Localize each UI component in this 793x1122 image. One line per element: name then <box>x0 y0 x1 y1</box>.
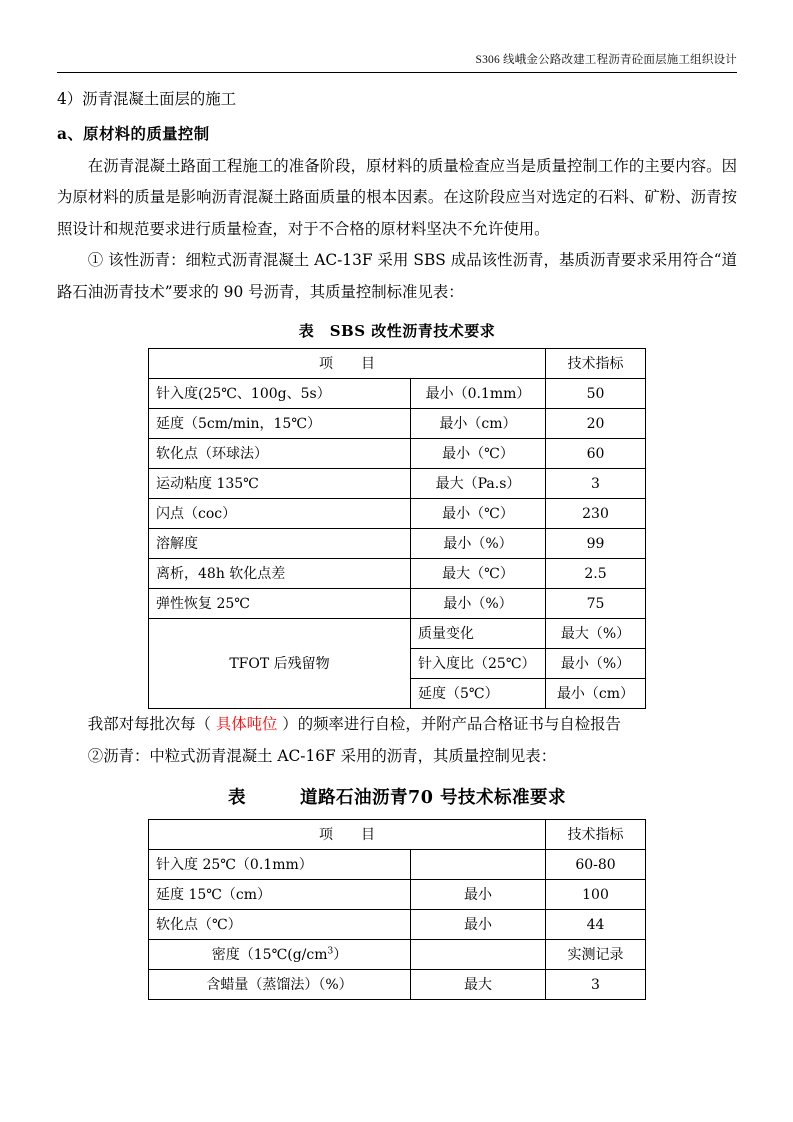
cell-item: 质量变化 <box>411 619 546 649</box>
cell-limit: 最大（Pa.s） <box>411 469 546 499</box>
header-rule <box>57 72 737 73</box>
cell-value: 2.5 <box>546 559 646 589</box>
cell-value: 60-80 <box>546 850 646 880</box>
cell-item: 延度（5℃） <box>411 679 546 709</box>
table2-wrapper <box>57 819 737 1000</box>
cell-limit: 最小（℃） <box>411 439 546 469</box>
cell-value: 100 <box>546 880 646 910</box>
cell-item: 针入度 25℃（0.1mm） <box>149 850 411 880</box>
subsection-heading: a、原材料的质量控制 <box>57 124 210 143</box>
cell-item: 针入度(25℃、100g、5s） <box>149 379 411 409</box>
cell-limit: 最小（cm） <box>411 409 546 439</box>
table1-caption: 表 SBS 改性沥青技术要求 <box>298 322 496 340</box>
running-header: S306 线峨金公路改建工程沥青砼面层施工组织设计 <box>475 54 737 66</box>
table-row <box>149 619 646 649</box>
table2-header-item: 项 目 <box>149 820 546 850</box>
table-row <box>149 439 646 469</box>
table1-wrapper <box>57 348 737 709</box>
cell-group-label: TFOT 后残留物 <box>149 619 411 709</box>
cell-limit: 最小 <box>411 880 546 910</box>
table-row <box>149 850 646 880</box>
cell-value: 44 <box>546 910 646 940</box>
cell-value: 3 <box>546 469 646 499</box>
cell-item: 针入度比（25℃） <box>411 649 546 679</box>
cell-item: 闪点（coc） <box>149 499 411 529</box>
table-header-row <box>149 349 646 379</box>
table2-caption: 表 道路石油沥青70 号技术标准要求 <box>228 788 566 808</box>
cell-item: 离析，48h 软化点差 <box>149 559 411 589</box>
cell-limit: 最大 <box>411 970 546 1000</box>
paragraph-2: ① 该性沥青：细粒式沥青混凝土 AC-13F 采用 SBS 成品该性沥青，基质沥青要求采用符合“道路石油沥青技术”要求的 90 号沥青，其质量控制标准见表： <box>57 251 737 301</box>
table-row <box>149 559 646 589</box>
table-row <box>149 529 646 559</box>
cell-value: 230 <box>546 499 646 529</box>
paragraph-3-highlight: 具体吨位 <box>215 715 278 733</box>
cell-limit: 最小（℃） <box>411 499 546 529</box>
cell-limit: 最小（%） <box>411 589 546 619</box>
table-row <box>149 379 646 409</box>
table-header-row <box>149 820 646 850</box>
table-row <box>149 940 646 970</box>
cell-item: 运动粘度 135℃ <box>149 469 411 499</box>
table-row <box>149 970 646 1000</box>
table-row <box>149 409 646 439</box>
paragraph-3-post: ）的频率进行自检，并附产品合格证书与自检报告 <box>277 715 621 733</box>
road-petroleum-asphalt-70-table <box>148 819 646 1000</box>
cell-item: 软化点（℃） <box>149 910 411 940</box>
table-row <box>149 910 646 940</box>
cell-limit <box>411 940 546 970</box>
cell-value: 75 <box>546 589 646 619</box>
cell-value: 50 <box>546 379 646 409</box>
cell-item: 密度（$15℃(g/cm^3)$ <box>149 940 411 970</box>
table1-header-item: 项 目 <box>149 349 546 379</box>
cell-item: 弹性恢复 25℃ <box>149 589 411 619</box>
cell-limit: 最小（cm） <box>546 679 646 709</box>
cell-value: 60 <box>546 439 646 469</box>
cell-item: 延度 15℃（cm） <box>149 880 411 910</box>
cell-item: 延度（5cm/min，15℃） <box>149 409 411 439</box>
cell-item: 溶解度 <box>149 529 411 559</box>
table-row <box>149 499 646 529</box>
cell-limit: 最小 <box>411 910 546 940</box>
cell-value: 20 <box>546 409 646 439</box>
cell-limit: 最小（%） <box>411 529 546 559</box>
paragraph-1: 在沥青混凝土路面工程施工的准备阶段，原材料的质量检查应当是质量控制工作的主要内容。因为原材料的质量是影响沥青混凝土路面质量的根本因素。在这阶段应当对选定的石料、矿粉、沥青按照设计和规范要求进行质量检查，对于不合格的原材料坚决不允许使用。 <box>57 156 737 238</box>
cell-item: 软化点（环球法） <box>149 439 411 469</box>
cell-value: 实测记录 <box>546 940 646 970</box>
cell-value: 3 <box>546 970 646 1000</box>
cell-item: 含蜡量（蒸馏法）（%） <box>149 970 411 1000</box>
paragraph-3-pre: 我部对每批次每（ <box>87 715 216 733</box>
document-body <box>57 84 737 1000</box>
paragraph-4: ②沥青：中粒式沥青混凝土 AC-16F 采用的沥青，其质量控制见表： <box>87 746 557 765</box>
cell-value: 99 <box>546 529 646 559</box>
cell-limit: 最小（%） <box>546 649 646 679</box>
table1-header-value: 技术指标 <box>546 349 646 379</box>
table-row <box>149 880 646 910</box>
sbs-modified-asphalt-table <box>148 348 646 709</box>
cell-limit: 最大（%） <box>546 619 646 649</box>
table-row <box>149 469 646 499</box>
section-number-line: 4）沥青混凝土面层的施工 <box>57 90 237 108</box>
cell-limit: 最大（℃） <box>411 559 546 589</box>
cell-limit <box>411 850 546 880</box>
table2-header-value: 技术指标 <box>546 820 646 850</box>
table-row <box>149 589 646 619</box>
cell-limit: 最小（0.1mm） <box>411 379 546 409</box>
paragraph-3 <box>57 709 737 741</box>
